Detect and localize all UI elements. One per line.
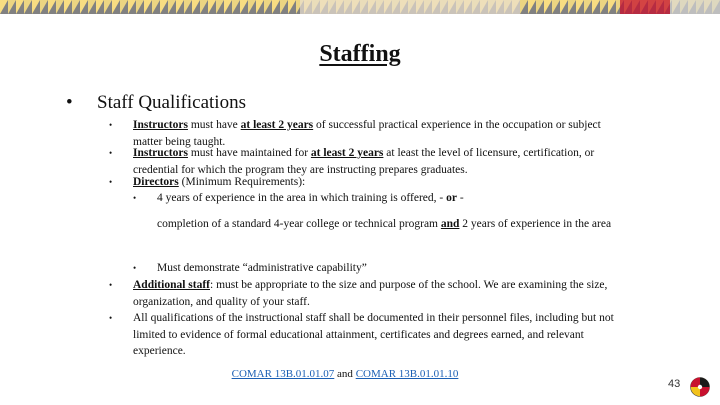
bullet-icon: • [133, 263, 137, 273]
term-instructors: Instructors [133, 147, 188, 159]
bullet-icon: • [133, 193, 137, 203]
bullet-label: Staff Qualifications [97, 92, 246, 113]
bullet-icon: • [109, 280, 113, 290]
page-number: 43 [668, 378, 681, 390]
maryland-flag-banner [0, 0, 720, 14]
bullet-icon: • [109, 148, 113, 158]
director-education-paragraph: completion of a standard 4-year college or technical program and 2 years of experience in the area [157, 218, 612, 230]
term-directors: Directors [133, 176, 179, 188]
bullet-icon: • [109, 120, 113, 130]
bullet-icon: • [66, 92, 73, 113]
term-additional-staff: Additional staff [133, 279, 210, 291]
emphasis-duration: at least 2 years [310, 147, 384, 159]
bullet-icon: • [109, 177, 113, 187]
emphasis-duration: at least 2 years [240, 119, 314, 131]
slide-title: Staffing [319, 41, 401, 67]
maryland-seal-icon [690, 377, 710, 397]
comar-link-10[interactable]: COMAR 13B.01.01.10 [355, 368, 459, 380]
term-instructors: Instructors [133, 119, 188, 131]
references: COMAR 13B.01.01.07 and COMAR 13B.01.01.10 [231, 368, 459, 380]
comar-link-07[interactable]: COMAR 13B.01.01.07 [231, 368, 335, 380]
bullet-icon: • [109, 313, 113, 323]
